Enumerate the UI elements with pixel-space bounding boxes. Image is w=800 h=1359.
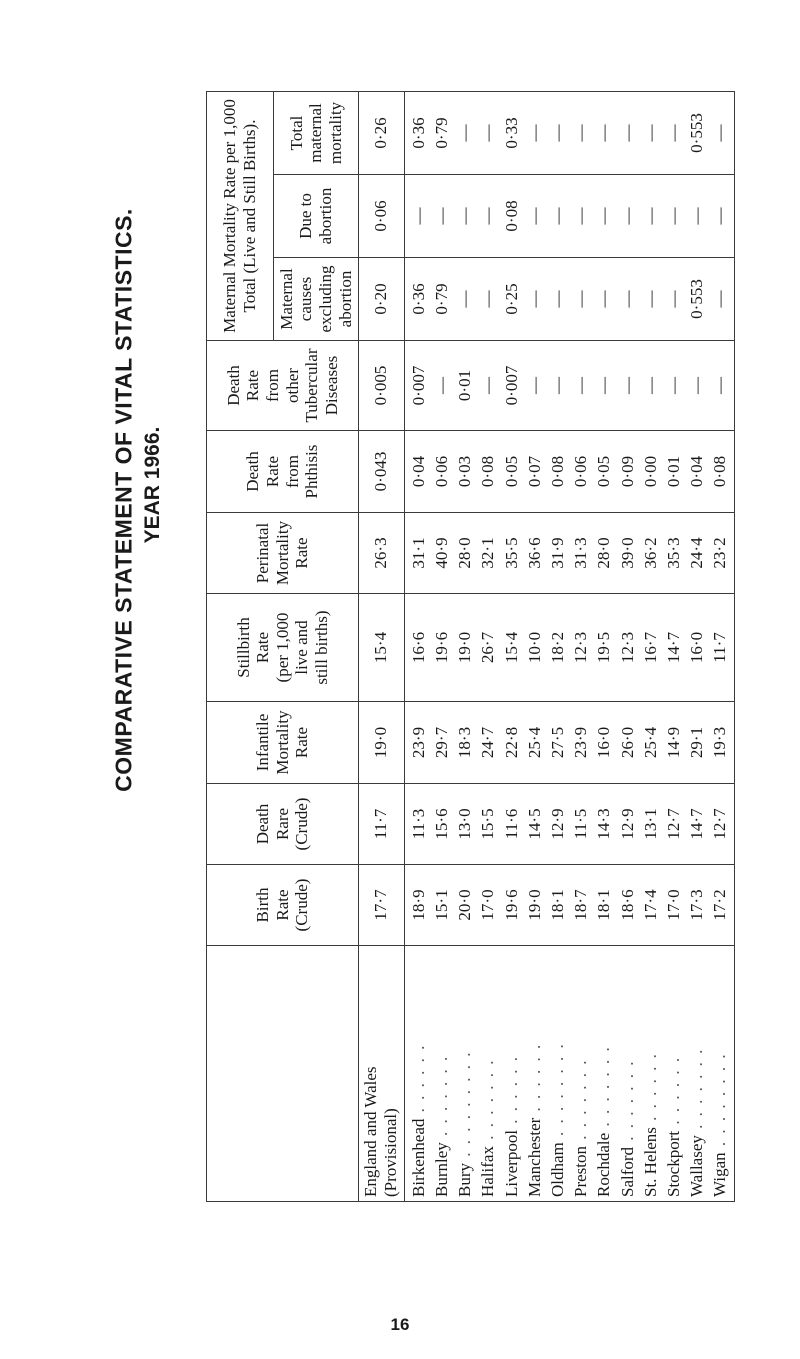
header-text: (Live and Still Births). bbox=[240, 119, 259, 274]
england-perinatal: 26·3 bbox=[359, 513, 405, 594]
table-cell: 26·7 bbox=[478, 631, 498, 664]
header-text: other bbox=[282, 368, 302, 403]
header-text: Death bbox=[253, 803, 273, 845]
header-text: (Crude) bbox=[292, 878, 312, 932]
table-cell: 35·3 bbox=[663, 537, 683, 569]
table-cell: 31·1 bbox=[408, 537, 428, 569]
leader-dots: . . . . . . . . . bbox=[455, 1050, 475, 1163]
abortion-column bbox=[404, 175, 734, 258]
table-cell: — bbox=[548, 290, 568, 308]
header-perinatal-mortality bbox=[207, 513, 359, 594]
vital-statistics-table-container bbox=[206, 92, 730, 1202]
table-cell: — bbox=[478, 377, 498, 394]
table-cell: — bbox=[687, 207, 707, 225]
table-cell: — bbox=[524, 377, 544, 394]
table-cell: — bbox=[710, 377, 730, 394]
england-wales-label bbox=[359, 946, 405, 1202]
table-cell: — bbox=[640, 290, 660, 308]
table-cell: 18·1 bbox=[548, 889, 568, 921]
table-cell: 16·0 bbox=[594, 726, 614, 759]
area-name bbox=[407, 950, 430, 1197]
table-cell: 11·7 bbox=[710, 632, 730, 663]
page-title-block bbox=[0, 0, 164, 1359]
header-text: still births) bbox=[311, 610, 331, 685]
table-cell: — bbox=[594, 207, 614, 225]
table-cell: 0·36 bbox=[408, 117, 428, 149]
table-cell: 24·7 bbox=[478, 726, 498, 759]
table-cell: 0·08 bbox=[710, 455, 730, 488]
phthisis-column bbox=[404, 431, 734, 513]
table-cell: 0·01 bbox=[455, 369, 475, 402]
header-stillbirth-rate bbox=[207, 594, 359, 702]
header-text: from bbox=[282, 454, 302, 489]
table-cell: 23·9 bbox=[571, 726, 591, 759]
header-text: Tubercular bbox=[302, 348, 322, 423]
page-number: 16 bbox=[390, 1315, 410, 1334]
area-name bbox=[708, 950, 731, 1197]
table-cell: 0·06 bbox=[571, 455, 591, 488]
header-row bbox=[207, 91, 274, 1201]
table-cell: 12·7 bbox=[663, 808, 683, 840]
england-wales-row bbox=[359, 91, 405, 1201]
table-cell: 22·8 bbox=[501, 726, 521, 759]
area-name bbox=[430, 950, 453, 1197]
table-cell: 17·2 bbox=[710, 889, 730, 921]
leader-dots: . . . . . . . bbox=[594, 1045, 614, 1133]
table-cell: 0·08 bbox=[548, 455, 568, 488]
table-cell: — bbox=[524, 124, 544, 142]
table-cell: 0·01 bbox=[663, 455, 683, 488]
table-cell: 12·9 bbox=[617, 808, 637, 840]
header-text: Rate bbox=[262, 455, 282, 488]
table-cell: 0·08 bbox=[501, 200, 521, 232]
leader-dots: . . . . . . bbox=[640, 1052, 660, 1128]
area-name-text: Rochdale bbox=[594, 1132, 614, 1197]
area-name bbox=[685, 950, 708, 1197]
table-cell: 16·0 bbox=[687, 631, 707, 664]
header-text: Rate bbox=[243, 369, 263, 402]
header-text: Birth bbox=[253, 887, 273, 923]
table-cell: — bbox=[571, 207, 591, 225]
header-text: Rate bbox=[272, 889, 292, 921]
table-cell: 20·0 bbox=[455, 889, 475, 921]
area-header-cell bbox=[207, 946, 359, 1202]
table-cell: 0·03 bbox=[455, 455, 475, 488]
header-text: live and bbox=[292, 620, 312, 675]
header-text: Infantile bbox=[253, 713, 273, 772]
area-name-text: Wallasey bbox=[687, 1135, 707, 1197]
header-text: (Crude) bbox=[292, 797, 312, 851]
leader-dots: . . . . . . bbox=[524, 1042, 544, 1118]
label-text: (Provisional) bbox=[381, 1108, 401, 1197]
header-text: mortality bbox=[325, 101, 345, 165]
area-name bbox=[546, 950, 569, 1197]
header-text: (per 1,000 bbox=[272, 612, 292, 683]
table-cell: 0·007 bbox=[501, 365, 521, 406]
table-cell: 13·0 bbox=[455, 808, 475, 840]
page-title: COMPARATIVE STATEMENT OF VITAL STATISTICS. bbox=[110, 208, 137, 792]
birth-rate-column bbox=[404, 865, 734, 946]
total-maternal-column bbox=[404, 91, 734, 174]
table-cell: — bbox=[455, 124, 475, 142]
header-text: Total bbox=[286, 115, 306, 151]
table-cell: 14·7 bbox=[663, 631, 683, 664]
header-text: maternal bbox=[306, 103, 326, 163]
table-cell: — bbox=[710, 124, 730, 142]
area-name bbox=[592, 950, 615, 1197]
table-cell: 15·5 bbox=[478, 808, 498, 840]
table-cell: 18·2 bbox=[548, 631, 568, 664]
area-name bbox=[569, 950, 592, 1197]
header-text: abortion bbox=[335, 270, 355, 328]
table-cell: 29·1 bbox=[687, 726, 707, 759]
table-cell: 28·0 bbox=[594, 537, 614, 569]
table-cell: 18·3 bbox=[455, 726, 475, 759]
table-cell: 0·553 bbox=[687, 113, 707, 153]
table-cell: 25·4 bbox=[640, 726, 660, 759]
table-cell: 14·7 bbox=[687, 808, 707, 840]
table-cell: 23·9 bbox=[408, 726, 428, 759]
label-text: England and Wales bbox=[361, 1066, 380, 1197]
table-cell: 0·07 bbox=[524, 455, 544, 488]
table-cell: 0·04 bbox=[408, 455, 428, 488]
table-cell: — bbox=[478, 124, 498, 142]
table-cell: 0·553 bbox=[687, 279, 707, 319]
table-cell: 0·79 bbox=[432, 117, 452, 149]
table-cell: 40·9 bbox=[432, 537, 452, 569]
table-cell: 15·1 bbox=[432, 889, 452, 921]
header-infant-mortality bbox=[207, 702, 359, 784]
table-cell: 24·4 bbox=[687, 537, 707, 569]
area-name bbox=[453, 950, 476, 1197]
table-cell: 14·5 bbox=[524, 808, 544, 840]
table-cell: 18·6 bbox=[617, 889, 637, 921]
table-cell: — bbox=[663, 377, 683, 394]
area-name-text: Birkenhead bbox=[408, 1118, 428, 1197]
table-cell: — bbox=[594, 124, 614, 142]
area-name-text: Wigan bbox=[710, 1152, 730, 1197]
table-cell: — bbox=[687, 377, 707, 394]
england-other-tb: 0·005 bbox=[359, 341, 405, 431]
header-birth-rate bbox=[207, 865, 359, 946]
area-name bbox=[639, 950, 662, 1197]
table-cell: 19·3 bbox=[710, 726, 730, 759]
table-cell: 15·4 bbox=[501, 631, 521, 664]
header-text: from bbox=[262, 368, 282, 403]
stillbirth-rate-column bbox=[404, 594, 734, 702]
header-abortion bbox=[274, 175, 359, 258]
table-cell: 0·36 bbox=[408, 283, 428, 315]
table-cell: 18·7 bbox=[571, 889, 591, 921]
area-name-text: Oldham bbox=[548, 1142, 567, 1197]
table-cell: 0·06 bbox=[432, 455, 452, 488]
header-maternal-excl-abortion bbox=[274, 258, 359, 341]
area-name-text: St. Helens bbox=[640, 1127, 660, 1197]
area-names-column bbox=[404, 946, 734, 1202]
table-cell: — bbox=[640, 377, 660, 394]
header-text: Death bbox=[243, 451, 263, 492]
table-cell: — bbox=[432, 377, 452, 394]
header-text: causes bbox=[296, 276, 316, 322]
header-maternal-group bbox=[207, 91, 274, 340]
leader-dots: . . . . . . bbox=[501, 1054, 521, 1130]
table-cell: — bbox=[640, 124, 660, 142]
table-cell: 0·79 bbox=[432, 283, 452, 315]
header-text: per 1,000 Total bbox=[219, 99, 259, 313]
table-cell: 13·1 bbox=[640, 808, 660, 840]
table-cell: 36·6 bbox=[524, 537, 544, 569]
area-name bbox=[523, 950, 546, 1197]
leader-dots: . . . . . . . . bbox=[548, 1042, 567, 1143]
england-stillbirth-rate: 15·4 bbox=[359, 594, 405, 702]
leader-dots: . . . . . . bbox=[664, 1055, 684, 1131]
table-cell: — bbox=[617, 124, 637, 142]
table-cell: — bbox=[548, 124, 568, 142]
leader-dots: . . . . . . . bbox=[431, 1054, 451, 1143]
header-phthisis bbox=[207, 431, 359, 513]
table-cell: — bbox=[548, 377, 568, 394]
area-name bbox=[662, 950, 685, 1197]
table-cell: 32·1 bbox=[478, 537, 498, 569]
table-cell: — bbox=[548, 207, 568, 225]
table-cell: 14·3 bbox=[594, 808, 614, 840]
vital-statistics-table bbox=[206, 91, 735, 1202]
table-cell: 12·3 bbox=[617, 631, 637, 664]
england-death-rate: 11·7 bbox=[359, 784, 405, 865]
area-name-text: Manchester bbox=[524, 1117, 544, 1197]
leader-dots: . . . . . . bbox=[408, 1043, 428, 1119]
england-abortion: 0·06 bbox=[359, 175, 405, 258]
table-cell: 16·7 bbox=[640, 631, 660, 664]
area-name bbox=[500, 950, 523, 1197]
perinatal-column bbox=[404, 513, 734, 594]
table-cell: — bbox=[571, 290, 591, 308]
other-tb-column bbox=[404, 341, 734, 431]
table-cell: 0·08 bbox=[478, 455, 498, 488]
table-cell: 11·3 bbox=[408, 808, 428, 840]
table-cell: — bbox=[524, 290, 544, 308]
england-total-maternal: 0·26 bbox=[359, 91, 405, 174]
area-name-text: Liverpool bbox=[501, 1129, 521, 1197]
table-cell: 14·9 bbox=[663, 726, 683, 759]
table-cell: 19·0 bbox=[524, 889, 544, 921]
table-cell: 0·04 bbox=[687, 455, 707, 488]
header-text: abortion bbox=[316, 187, 335, 245]
table-cell: 19·0 bbox=[455, 631, 475, 664]
header-total-maternal bbox=[274, 91, 359, 174]
table-cell: 15·6 bbox=[432, 808, 452, 840]
table-cell: — bbox=[617, 207, 637, 225]
table-cell: — bbox=[478, 290, 498, 308]
header-text: Stillbirth bbox=[233, 617, 253, 678]
header-text: Rate bbox=[253, 631, 273, 664]
england-maternal-excl: 0·20 bbox=[359, 258, 405, 341]
table-cell: — bbox=[663, 290, 683, 308]
header-death-rate bbox=[207, 784, 359, 865]
infant-mortality-column bbox=[404, 702, 734, 784]
table-cell: 0·33 bbox=[501, 117, 521, 149]
area-name-text: Salford bbox=[617, 1146, 637, 1197]
table-cell: 11·6 bbox=[501, 808, 521, 840]
table-cell: 17·4 bbox=[640, 889, 660, 921]
header-text: Rate bbox=[292, 726, 312, 759]
table-cell: — bbox=[710, 207, 730, 225]
leader-dots: . . . . . . . bbox=[617, 1059, 637, 1147]
england-phthisis: 0·043 bbox=[359, 431, 405, 513]
table-cell: 0·25 bbox=[501, 283, 521, 315]
area-name bbox=[476, 950, 499, 1197]
table-cell: 10·0 bbox=[524, 631, 544, 664]
table-cell: 18·9 bbox=[408, 889, 428, 921]
table-cell: — bbox=[432, 207, 452, 225]
table-cell: — bbox=[710, 290, 730, 308]
header-text: Rate bbox=[292, 537, 312, 569]
table-cell: 29·7 bbox=[432, 726, 452, 759]
leader-dots: . . . . . . . bbox=[687, 1047, 707, 1136]
header-text: Death bbox=[223, 365, 243, 406]
header-text: Maternal Mortality Rate bbox=[219, 167, 239, 333]
header-text: Phthisis bbox=[302, 444, 322, 499]
table-cell: 28·0 bbox=[455, 537, 475, 569]
table-cell: — bbox=[571, 124, 591, 142]
table-cell: 0·05 bbox=[594, 455, 614, 488]
table-cell: — bbox=[594, 377, 614, 394]
table-cell: 12·7 bbox=[710, 808, 730, 840]
header-text: Mortality bbox=[272, 710, 292, 775]
table-cell: 25·4 bbox=[524, 726, 544, 759]
table-cell: — bbox=[640, 207, 660, 225]
table-cell: 19·5 bbox=[594, 631, 614, 664]
table-cell: 31·9 bbox=[548, 537, 568, 569]
table-cell: — bbox=[571, 377, 591, 394]
header-text: Perinatal bbox=[253, 522, 273, 584]
england-birth-rate: 17·7 bbox=[359, 865, 405, 946]
table-cell: — bbox=[617, 290, 637, 308]
header-text: Mortality bbox=[272, 520, 292, 586]
area-name-text: Burnley bbox=[431, 1142, 451, 1197]
table-cell: 0·00 bbox=[640, 455, 660, 488]
area-name-text: Halifax bbox=[478, 1146, 498, 1197]
table-cell: — bbox=[455, 290, 475, 308]
table-cell: — bbox=[408, 207, 428, 225]
table-cell: 12·9 bbox=[548, 808, 568, 840]
death-rate-column bbox=[404, 784, 734, 865]
area-name-text: Bury bbox=[455, 1163, 475, 1197]
leader-dots: . . . . . . . . bbox=[710, 1052, 730, 1153]
table-cell: 0·09 bbox=[617, 455, 637, 488]
table-cell: 23·2 bbox=[710, 537, 730, 569]
table-cell: 36·2 bbox=[640, 537, 660, 569]
table-cell: 18·1 bbox=[594, 889, 614, 921]
area-name-text: Stockport bbox=[664, 1130, 684, 1197]
table-cell: — bbox=[594, 290, 614, 308]
header-text: excluding bbox=[316, 265, 335, 333]
table-cell: — bbox=[617, 377, 637, 394]
table-cell: 17·3 bbox=[687, 889, 707, 921]
table-cell: 0·007 bbox=[408, 365, 428, 406]
header-text: Due to bbox=[296, 193, 316, 239]
table-cell: 0·05 bbox=[501, 455, 521, 488]
table-cell: 35·5 bbox=[501, 537, 521, 569]
leader-dots: . . . . . . . bbox=[571, 1058, 591, 1146]
england-infant-mortality: 19·0 bbox=[359, 702, 405, 784]
county-borough-rows bbox=[404, 91, 734, 1201]
leader-dots: . . . . . . . bbox=[478, 1058, 498, 1147]
page-subtitle: YEAR 1966. bbox=[141, 426, 164, 544]
table-cell: 16·6 bbox=[408, 631, 428, 664]
area-name bbox=[616, 950, 639, 1197]
header-text: Diseases bbox=[321, 355, 341, 416]
table-cell: 19·6 bbox=[432, 631, 452, 664]
maternal-excl-column bbox=[404, 258, 734, 341]
table-cell: 17·0 bbox=[478, 889, 498, 921]
table-cell: 19·6 bbox=[501, 889, 521, 921]
table-cell: 12·3 bbox=[571, 631, 591, 664]
header-text: Maternal bbox=[276, 268, 296, 330]
table-cell: 11·5 bbox=[571, 808, 591, 840]
table-cell: 31·3 bbox=[571, 537, 591, 569]
table-cell: — bbox=[663, 124, 683, 142]
table-cell: 17·0 bbox=[663, 889, 683, 921]
table-cell: 39·0 bbox=[617, 537, 637, 569]
table-cell: — bbox=[524, 207, 544, 225]
table-cell: — bbox=[478, 207, 498, 225]
area-name-text: Preston bbox=[571, 1146, 591, 1197]
table-cell: — bbox=[663, 207, 683, 225]
header-text: Rare bbox=[272, 807, 292, 841]
header-other-tubercular bbox=[207, 341, 359, 431]
table-cell: 26·0 bbox=[617, 726, 637, 759]
table-cell: — bbox=[455, 207, 475, 225]
table-cell: 27·5 bbox=[548, 726, 568, 759]
